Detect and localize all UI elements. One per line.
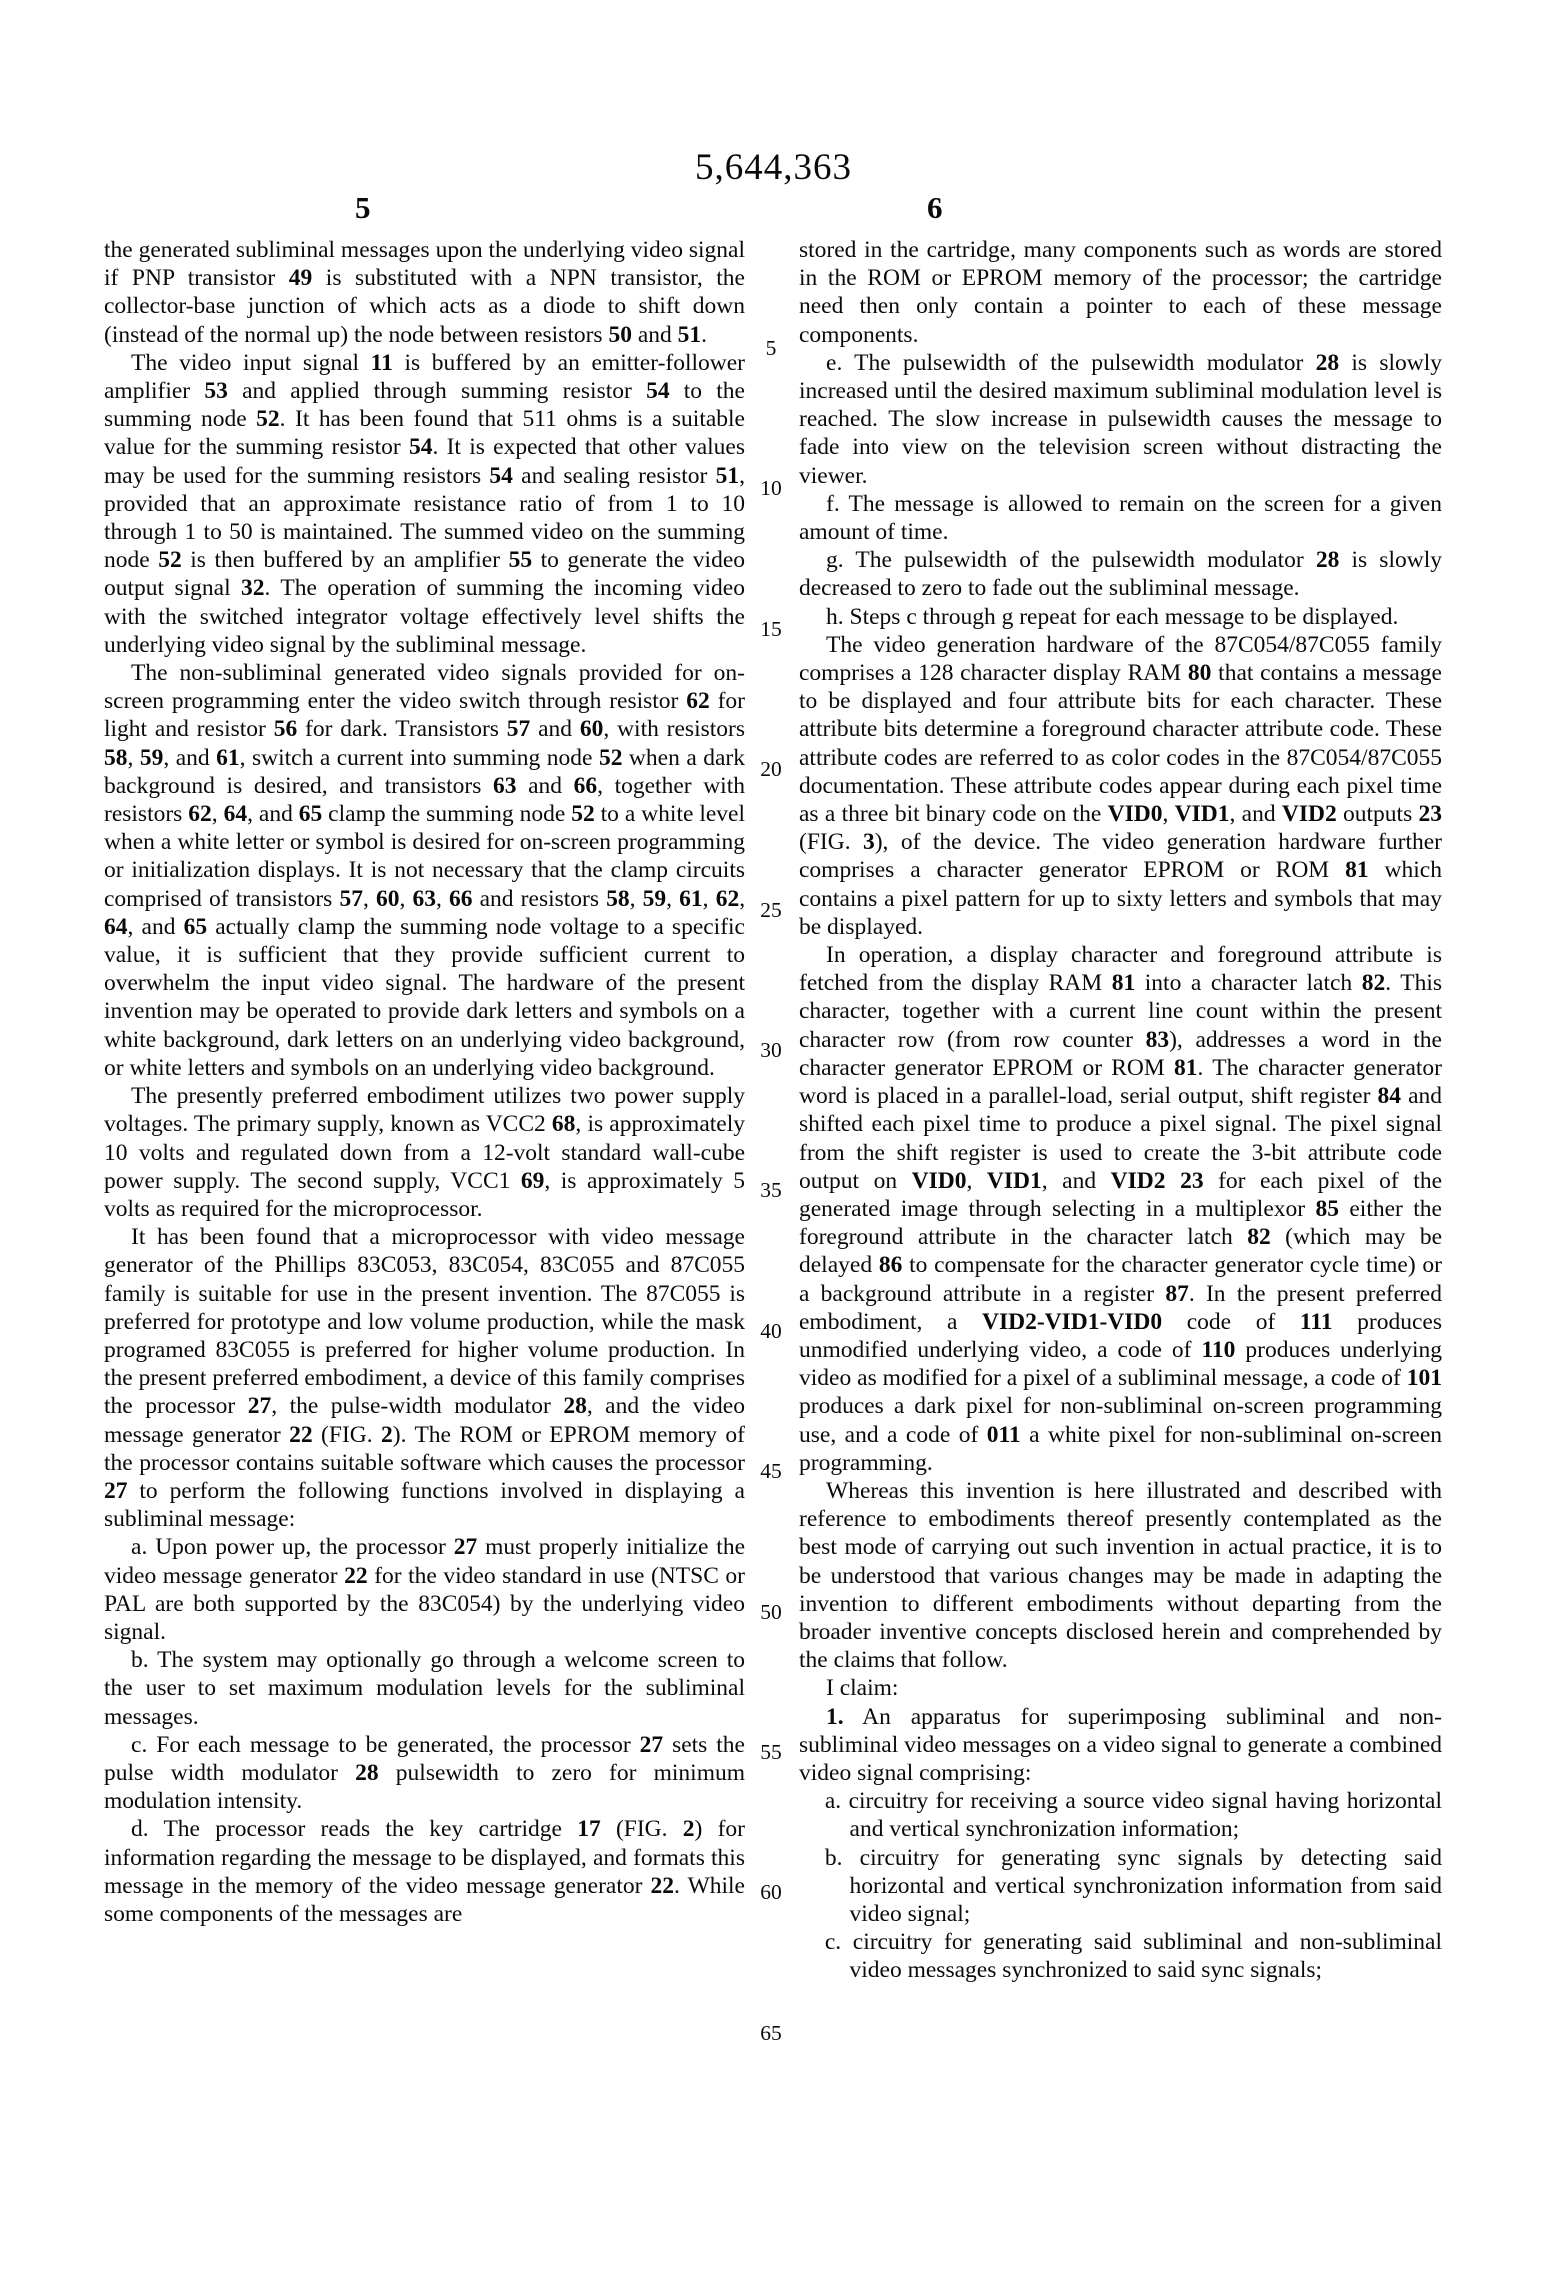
line-number: 65 (760, 2021, 782, 2045)
paragraph: Whereas this invention is here illustrated and described with reference to embodiments thereof presently contemplated as the best mode of carrying out such invention in actual practice, it is to be understood that various changes may be made in adapting the invention to different embodiments without departing from the broader inventive concepts disclosed herein and comprehended by the claims that follow. (799, 1477, 1442, 1674)
line-number: 15 (760, 617, 782, 641)
paragraph: g. The pulsewidth of the pulsewidth modulator 28 is slowly decreased to zero to fade out the subliminal message. (799, 547, 1442, 602)
line-number: 25 (760, 898, 782, 922)
paragraph: c. For each message to be generated, the processor 27 sets the pulse width modulator 28 pulsewidth to zero for minimum modulation intensity. (104, 1731, 745, 1815)
line-number: 45 (760, 1459, 782, 1483)
paragraph: stored in the cartridge, many components such as words are stored in the ROM or EPROM memory of the processor; the cartridge need then only contain a pointer to each of these message components. (799, 237, 1442, 348)
paragraph: The video generation hardware of the 87C054/87C055 family comprises a 128 character display RAM 80 that contains a message to be displayed and four attribute bits for each character. These attribute bits determine a foreground character attribute code. These attribute codes are referred to as color codes in the 87C054/87C055 documentation. These attribute codes appear during each pixel time as a three bit binary code on the VID0, VID1, and VID2 outputs 23 (FIG. 3), of the device. The video generation hardware further comprises a character generator EPROM or ROM 81 which contains a pixel pattern for up to sixty letters and symbols that may be displayed. (799, 631, 1443, 940)
paragraph: The non-subliminal generated video signals provided for on-screen programming enter the video switch through resistor 62 for light and resistor 56 for dark. Transistors 57 and 60, with resistors 58, 59, and 61, switch a current into summing node 52 when a dark background is desired, and transistors 63 and 66, together with resistors 62, 64, and 65 clamp the summing node 52 to a white level when a white letter or symbol is desired for on-screen programming or initialization displays. It is not necessary that the clamp circuits comprised of transistors 57, 60, 63, 66 and resistors 58, 59, 61, 62, 64, and 65 actually clamp the summing node voltage to a specific value, it is sufficient that they provide sufficient current to overwhelm the input video signal. The hardware of the present invention may be operated to provide dark letters and symbols on a white background, dark letters on an underlying video background, or white letters and symbols on an underlying video background. (104, 660, 746, 1081)
paragraph: c. circuitry for generating said subliminal and non-subliminal video messages synchronized to said sync signals; (824, 1929, 1442, 1984)
column-right-text (799, 236, 1442, 1985)
paragraph: It has been found that a microprocessor with video message generator of the Phillips 83C053, 83C054, 83C055 and 87C055 family is suitable for use in the present invention. The 87C055 is preferred for prototype and low volume production, while the mask programed 83C055 is preferred for higher volume production. In the present preferred embodiment, a device of this family comprises the processor 27, the pulse-width modulator 28, and the video message generator 22 (FIG. 2). The ROM or EPROM memory of the processor contains suitable software which causes the processor 27 to perform the following functions involved in displaying a subliminal message: (104, 1224, 745, 1533)
line-number: 10 (760, 476, 782, 500)
paragraph: a. Upon power up, the processor 27 must properly initialize the video message generator 22 for the video standard in use (NTSC or PAL are both supported by the 83C054) by the underlying video signal. (104, 1534, 745, 1645)
paragraph: b. circuitry for generating sync signals by detecting said horizontal and vertical synchronization information from said video signal; (824, 1844, 1442, 1927)
paragraph: The video input signal 11 is buffered by an emitter-follower amplifier 53 and applied through summing resistor 54 to the summing node 52. It has been found that 511 ohms is a suitable value for the summing resistor 54. It is expected that other values may be used for the summing resistors 54 and sealing resistor 51, provided that an approximate resistance ratio of from 1 to 10 through 1 to 50 is maintained. The summed video on the summing node 52 is then buffered by an amplifier 55 to generate the video output signal 32. The operation of summing the incoming video with the switched integrator voltage effectively level shifts the underlying video signal by the subliminal message. (104, 349, 746, 658)
column-number-right: 6 (927, 190, 943, 225)
paragraph: a. circuitry for receiving a source video signal having horizontal and vertical synchronization information; (824, 1788, 1442, 1843)
paragraph: f. The message is allowed to remain on the screen for a given amount of time. (799, 490, 1442, 546)
line-number: 30 (760, 1038, 782, 1062)
paragraph: the generated subliminal messages upon the underlying video signal if PNP transistor 49 is substituted with a NPN transistor, the collector-base junction of which acts as a diode to shift down (instead of the normal up) the node between resistors 50 and 51. (104, 237, 745, 348)
column-number-left: 5 (355, 190, 371, 225)
paragraph: e. The pulsewidth of the pulsewidth modulator 28 is slowly increased until the desired maximum subliminal modulation level is reached. The slow increase in pulsewidth causes the message to fade into view on the television screen without distracting the viewer. (799, 349, 1442, 489)
line-number: 5 (765, 336, 777, 360)
patent-number: 5,644,363 (695, 147, 852, 188)
paragraph: h. Steps c through g repeat for each message to be displayed. (826, 603, 1399, 630)
line-number: 40 (760, 1319, 782, 1343)
line-number: 20 (760, 757, 782, 781)
line-number: 50 (760, 1600, 782, 1624)
paragraph: d. The processor reads the key cartridge 17 (FIG. 2) for information regarding the message to be displayed, and formats this message in the memory of the video message generator 22. While some components of the messages are (104, 1816, 745, 1927)
line-number: 60 (760, 1880, 782, 1904)
paragraph: In operation, a display character and foreground attribute is fetched from the display RAM 81 into a character latch 82. This character, together with a current line count within the present character row (from row counter 83), addresses a word in the character generator EPROM or ROM 81. The character generator word is placed in a parallel-load, serial output, shift register 84 and shifted each pixel time to produce a pixel signal. The pixel signal from the shift register is used to create the 3-bit attribute code output on VID0, VID1, and VID2 23 for each pixel of the generated image through selecting in a multiplexor 85 either the foreground attribute in the character latch 82 (which may be delayed 86 to compensate for the character generator cycle time) or a background attribute in a register 87. In the present preferred embodiment, a VID2-VID1-VID0 code of 111 produces unmodified underlying video, a code of 110 produces underlying video as modified for a pixel of a subliminal message, a code of 101 produces a dark pixel for non-subliminal on-screen programming use, and a code of 011 a white pixel for non-subliminal on-screen programming. (799, 942, 1443, 1476)
paragraph: b. The system may optionally go through a welcome screen to the user to set maximum modulation levels for the subliminal messages. (104, 1647, 745, 1730)
column-left-text (104, 236, 745, 1928)
line-number: 55 (760, 1740, 782, 1764)
line-number: 35 (760, 1178, 782, 1202)
paragraph: 1. An apparatus for superimposing subliminal and non-subliminal video messages on a video signal to generate a combined video signal comprising: (799, 1703, 1442, 1786)
paragraph: I claim: (826, 1675, 899, 1702)
paragraph: The presently preferred embodiment utilizes two power supply voltages. The primary supply, known as VCC2 68, is approximately 10 volts and regulated down from a 12-volt standard wall-cube power supply. The second supply, VCC1 69, is approximately 5 volts as required for the microprocessor. (104, 1083, 745, 1222)
